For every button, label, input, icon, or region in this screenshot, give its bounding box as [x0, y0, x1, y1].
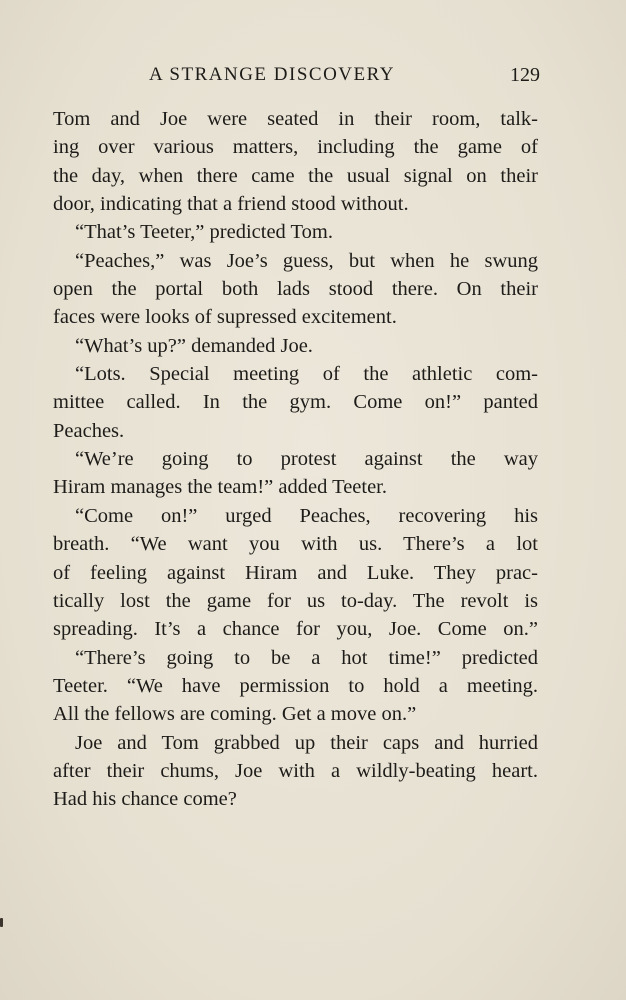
body-text — [53, 105, 538, 814]
text-line: “That’s Teeter,” predicted Tom. — [75, 221, 333, 244]
page-number: 129 — [510, 64, 540, 86]
text-line: of feeling against Hiram and Luke. They prac- — [53, 561, 538, 584]
text-line: Tom and Joe were seated in their room, talk- — [53, 108, 538, 130]
text-line: the day, when there came the usual signal on their — [53, 164, 538, 187]
text-line: Had his chance come? — [53, 788, 237, 811]
text-line: “There’s going to be a hot time!” predicted — [75, 646, 538, 669]
text-line: after their chums, Joe with a wildly-beating heart. — [53, 759, 538, 782]
text-line: Hiram manages the team!” added Teeter. — [53, 476, 388, 499]
text-line: “Peaches,” was Joe’s guess, but when he swung — [75, 249, 538, 272]
running-head — [54, 60, 540, 90]
text-line: spreading. It’s a chance for you, Joe. Come on.” — [53, 618, 538, 641]
text-line: tically lost the game for us to-day. The revolt is — [53, 589, 538, 612]
text-line: door, indicating that a friend stood without. — [53, 193, 409, 216]
text-line: breath. “We want you with us. There’s a lot — [53, 533, 538, 556]
text-line: Joe and Tom grabbed up their caps and hurried — [75, 731, 538, 754]
text-line: “Lots. Special meeting of the athletic com- — [75, 363, 538, 386]
text-line: “What’s up?” demanded Joe. — [75, 334, 313, 357]
text-line: ing over various matters, including the game of — [53, 136, 538, 159]
text-line: faces were looks of supressed excitement. — [53, 306, 397, 329]
text-line: All the fellows are coming. Get a move on.” — [53, 703, 417, 726]
text-line: Teeter. “We have permission to hold a meeting. — [53, 674, 538, 697]
text-line: mittee called. In the gym. Come on!” panted — [53, 391, 538, 414]
text-line: open the portal both lads stood there. On their — [53, 278, 538, 301]
chapter-running-title: A STRANGE DISCOVERY — [149, 64, 395, 85]
margin-speck — [0, 918, 3, 927]
text-line: “We’re going to protest against the way — [75, 448, 538, 471]
text-line: “Come on!” urged Peaches, recovering his — [75, 504, 538, 527]
text-line: Peaches. — [53, 419, 125, 442]
